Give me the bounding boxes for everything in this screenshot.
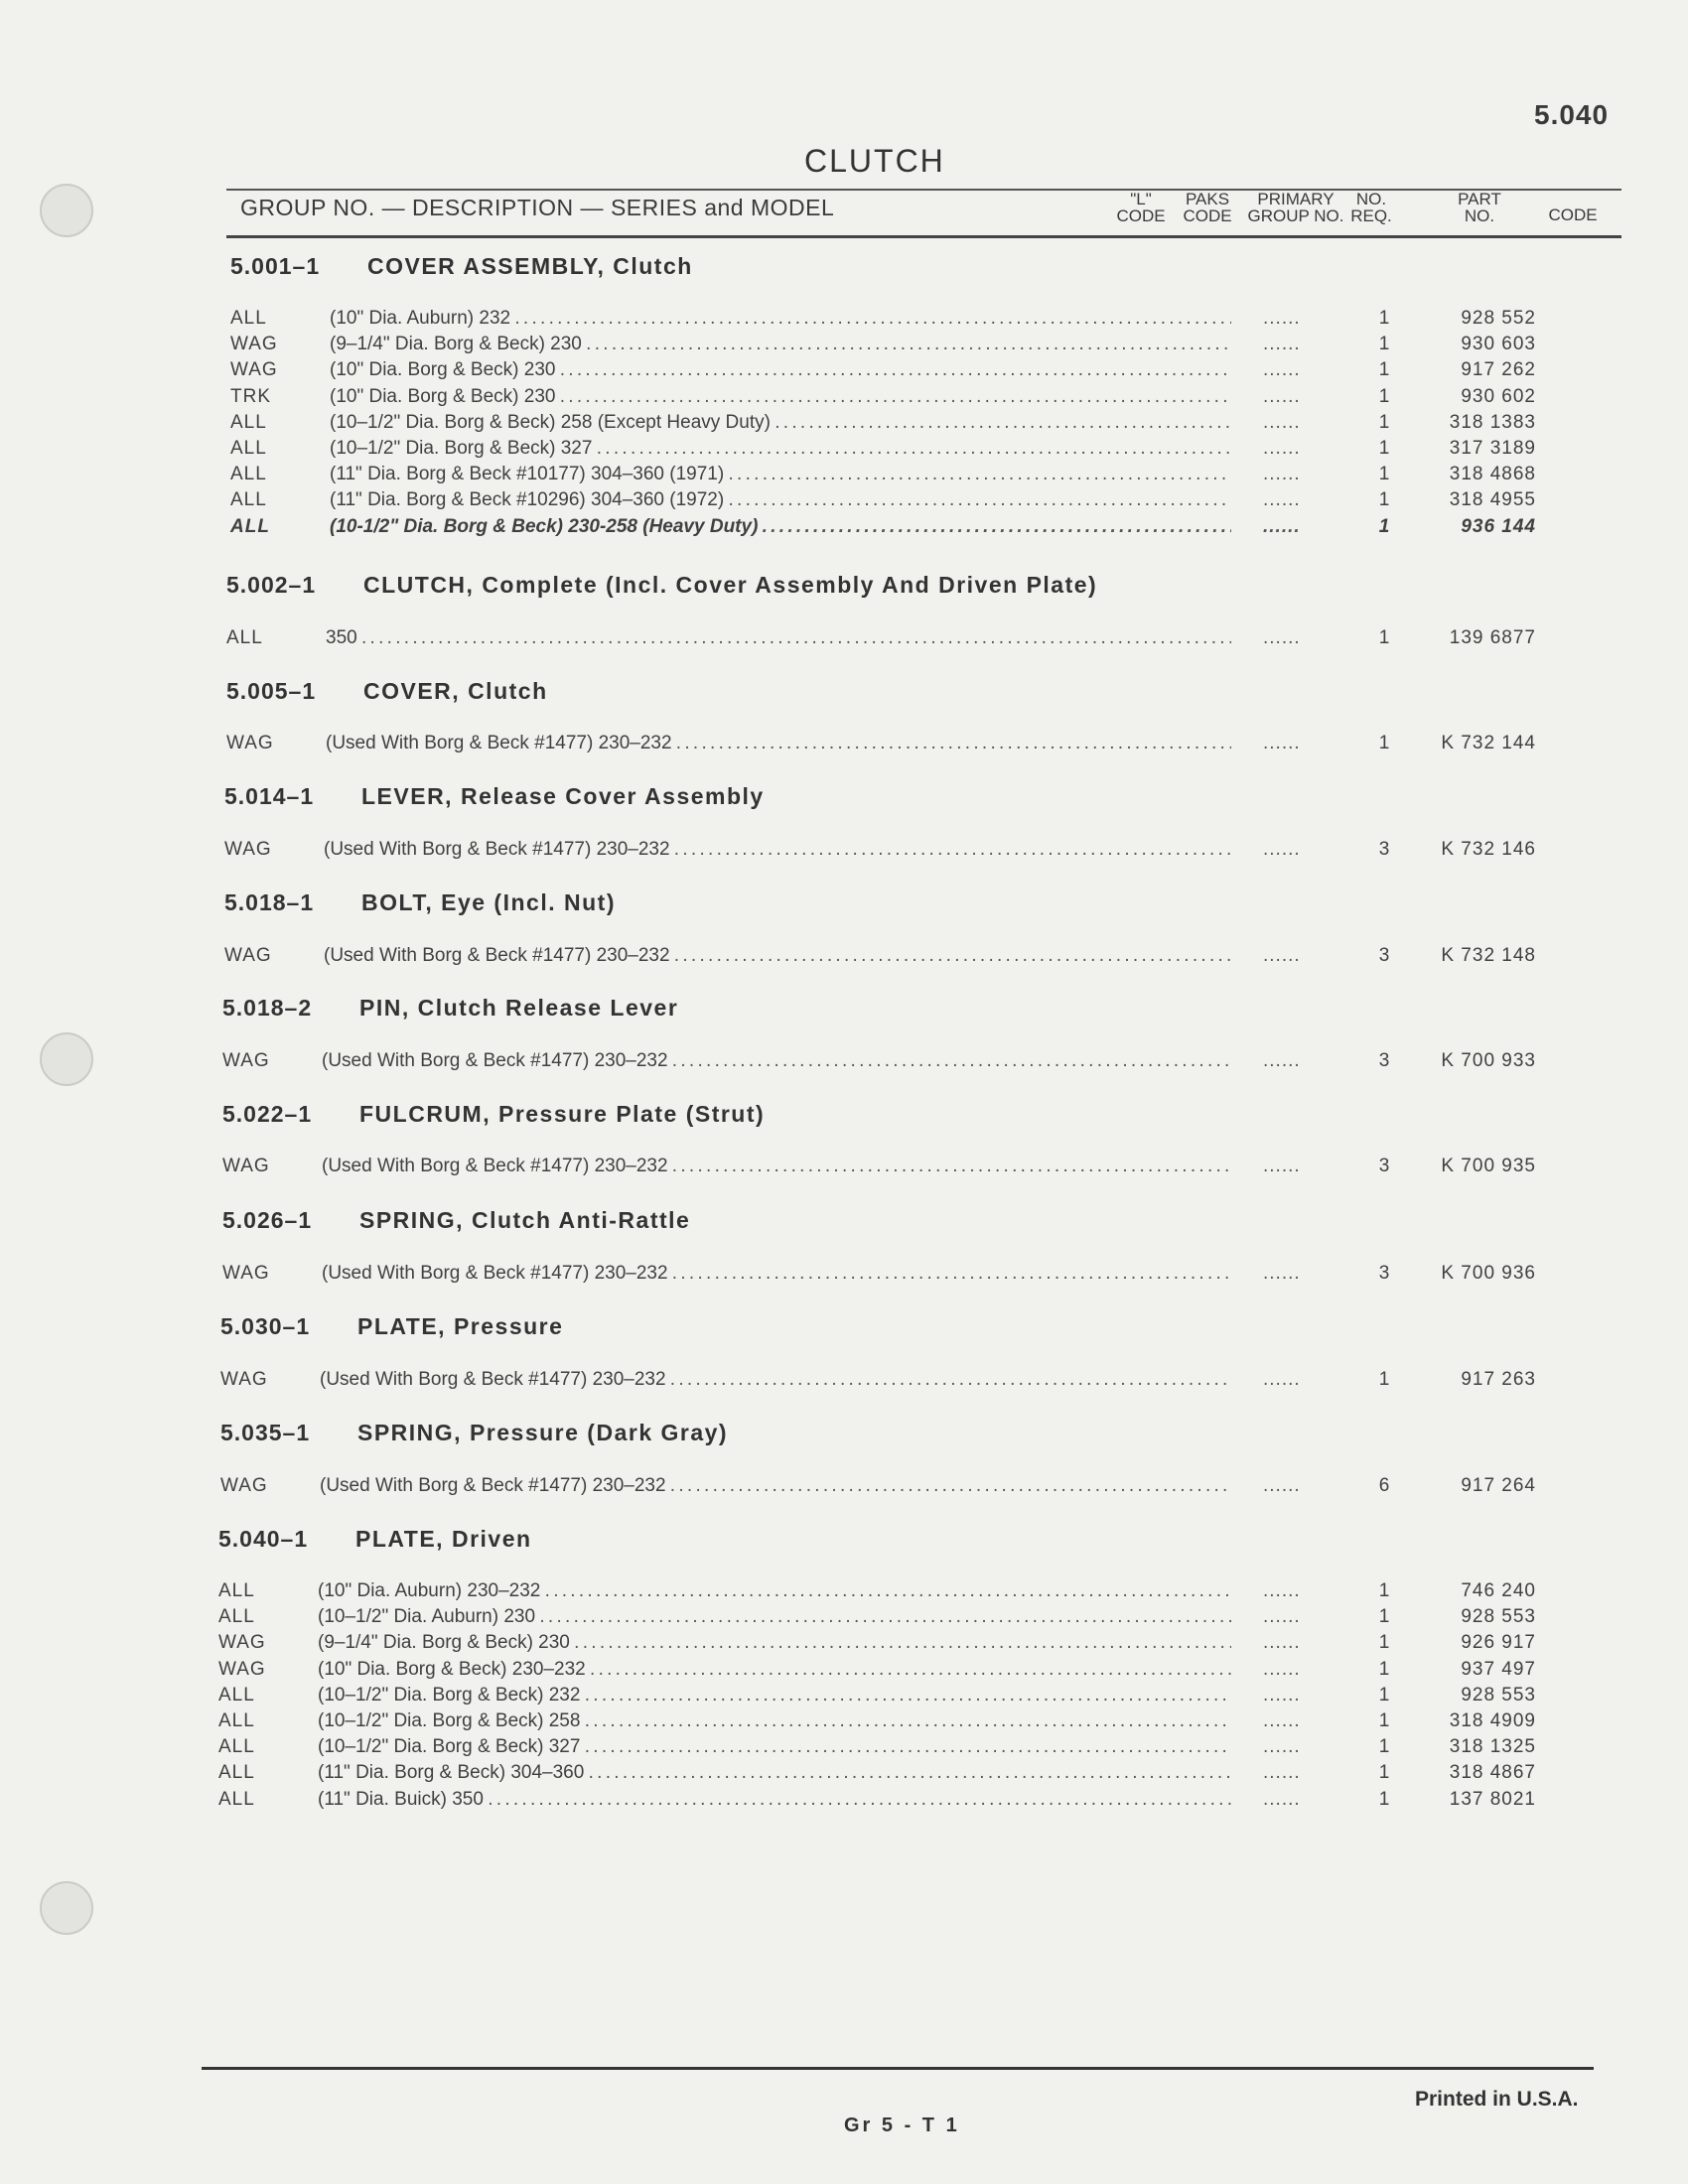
- row-description: (Used With Borg & Beck #1477) 230–232 . . .: [322, 1048, 1231, 1074]
- group-description: PIN, Clutch Release Lever: [359, 995, 679, 1021]
- row-paks-placeholder: ......: [1263, 839, 1301, 860]
- row-series: ALL: [230, 464, 267, 485]
- group-description: SPRING, Clutch Anti-Rattle: [359, 1207, 691, 1233]
- table-row: [230, 410, 1549, 436]
- row-quantity: 1: [1378, 438, 1390, 459]
- row-series: ALL: [218, 1762, 255, 1784]
- row-description: (10–1/2" Dia. Borg & Beck) 258 (Except Heavy Duty) . . .: [330, 410, 1231, 436]
- row-description: (10–1/2" Dia. Borg & Beck) 258 . . .: [318, 1708, 1231, 1734]
- row-part-number: 937 497: [1461, 1658, 1536, 1680]
- row-quantity: 1: [1378, 1580, 1390, 1601]
- row-series: ALL: [230, 489, 267, 511]
- row-series: ALL: [218, 1736, 255, 1758]
- page-title: CLUTCH: [804, 143, 945, 179]
- row-quantity: 1: [1378, 515, 1390, 537]
- row-quantity: 1: [1378, 411, 1390, 433]
- row-quantity: 1: [1378, 1658, 1390, 1680]
- column-header-primary-group: [1243, 191, 1348, 224]
- row-paks-placeholder: ......: [1263, 1788, 1301, 1810]
- table-row: [230, 306, 1549, 332]
- row-description: (10–1/2" Dia. Auburn) 230 . . .: [318, 1604, 1231, 1630]
- row-series: ALL: [230, 411, 267, 433]
- group-description: COVER ASSEMBLY, Clutch: [367, 253, 693, 279]
- row-part-number: K 732 144: [1441, 733, 1536, 753]
- row-paks-placeholder: ......: [1263, 1156, 1301, 1176]
- group-heading: [222, 1101, 765, 1128]
- column-header-part-line2: NO.: [1464, 206, 1495, 225]
- row-part-number: 917 264: [1461, 1475, 1536, 1496]
- binder-hole-bottom: [40, 1881, 93, 1935]
- binder-hole-middle: [40, 1032, 93, 1086]
- row-part-number: 930 602: [1461, 385, 1536, 407]
- row-part-number: 318 4868: [1449, 464, 1536, 485]
- row-description: (10-1/2" Dia. Borg & Beck) 230-258 (Heavy Duty) . . .: [330, 514, 1231, 540]
- row-series: ALL: [226, 627, 263, 648]
- column-header-primary-line1: PRIMARY: [1257, 190, 1335, 208]
- row-series: ALL: [230, 308, 267, 329]
- row-part-number: 139 6877: [1449, 627, 1536, 648]
- row-paks-placeholder: ......: [1263, 1580, 1301, 1601]
- table-row: [218, 1657, 1549, 1683]
- row-paks-placeholder: ......: [1263, 1658, 1301, 1680]
- group-number: 5.026–1: [222, 1207, 313, 1233]
- group-number: 5.018–1: [224, 889, 315, 915]
- row-part-number: 318 4955: [1449, 489, 1536, 511]
- printed-in-usa: Printed in U.S.A.: [1415, 2088, 1579, 2111]
- row-series: ALL: [218, 1684, 255, 1706]
- group-heading: [218, 1526, 532, 1553]
- row-part-number: 928 553: [1461, 1684, 1536, 1706]
- row-description: (10" Dia. Borg & Beck) 230 . . .: [330, 357, 1231, 383]
- table-row: [230, 436, 1549, 462]
- row-quantity: 1: [1378, 1606, 1390, 1628]
- row-quantity: 1: [1378, 359, 1390, 381]
- group-number: 5.005–1: [226, 678, 317, 704]
- table-row: [222, 1154, 1549, 1179]
- table-row: [230, 514, 1549, 540]
- row-paks-placeholder: ......: [1263, 1684, 1301, 1706]
- row-series: WAG: [230, 359, 278, 381]
- table-row: [218, 1578, 1549, 1604]
- row-paks-placeholder: ......: [1263, 1736, 1301, 1758]
- row-description: (11" Dia. Borg & Beck) 304–360 . . .: [318, 1760, 1231, 1786]
- row-part-number: 318 4909: [1449, 1710, 1536, 1731]
- row-description: (11" Dia. Borg & Beck #10296) 304–360 (1972) . . .: [330, 487, 1231, 513]
- row-quantity: 1: [1378, 1710, 1390, 1731]
- row-part-number: K 700 935: [1441, 1156, 1536, 1176]
- row-series: WAG: [222, 1050, 270, 1071]
- row-paks-placeholder: ......: [1263, 1710, 1301, 1731]
- table-row: [218, 1604, 1549, 1630]
- row-series: TRK: [230, 385, 271, 407]
- row-series: WAG: [220, 1475, 268, 1496]
- row-description: (Used With Borg & Beck #1477) 230–232 . . .: [324, 943, 1231, 969]
- column-header-part-line1: PART: [1458, 190, 1501, 208]
- row-series: ALL: [230, 515, 270, 537]
- column-header-noreq-line1: NO.: [1355, 190, 1387, 208]
- row-series: WAG: [224, 945, 272, 966]
- row-part-number: 746 240: [1461, 1580, 1536, 1601]
- page-number: 5.040: [1534, 99, 1610, 130]
- footer-section-code: Gr 5 - T 1: [844, 2115, 960, 2136]
- row-description: 350 . . .: [326, 625, 1231, 651]
- row-quantity: 1: [1378, 1632, 1390, 1654]
- row-quantity: 3: [1378, 1050, 1390, 1071]
- table-row: [220, 1367, 1549, 1393]
- group-description: FULCRUM, Pressure Plate (Strut): [359, 1101, 766, 1127]
- row-paks-placeholder: ......: [1263, 1475, 1301, 1496]
- row-series: ALL: [218, 1788, 255, 1810]
- row-description: (10–1/2" Dia. Borg & Beck) 232 . . .: [318, 1683, 1231, 1708]
- header-rule-bottom: [226, 235, 1621, 238]
- row-paks-placeholder: ......: [1263, 733, 1301, 753]
- row-quantity: 1: [1378, 1369, 1390, 1390]
- row-paks-placeholder: ......: [1263, 489, 1301, 511]
- row-description: (9–1/4" Dia. Borg & Beck) 230 . . .: [330, 332, 1231, 357]
- table-row: [230, 462, 1549, 487]
- row-series: ALL: [218, 1710, 255, 1731]
- row-paks-placeholder: ......: [1263, 464, 1301, 485]
- row-quantity: 6: [1378, 1475, 1390, 1496]
- group-heading: [226, 572, 1097, 599]
- table-row: [218, 1708, 1549, 1734]
- row-quantity: 1: [1378, 733, 1390, 753]
- row-quantity: 1: [1378, 1684, 1390, 1706]
- group-heading: [226, 678, 548, 705]
- column-header-no-req: [1335, 191, 1408, 224]
- row-paks-placeholder: ......: [1263, 359, 1301, 381]
- group-number: 5.014–1: [224, 783, 315, 809]
- footer-rule: [202, 2067, 1594, 2070]
- row-description: (10–1/2" Dia. Borg & Beck) 327 . . .: [330, 436, 1231, 462]
- row-description: (10" Dia. Auburn) 232 . . .: [330, 306, 1231, 332]
- table-row: [226, 625, 1549, 651]
- group-number: 5.030–1: [220, 1313, 311, 1339]
- group-heading: [220, 1420, 728, 1446]
- row-description: (10" Dia. Auburn) 230–232 . . .: [318, 1578, 1231, 1604]
- column-header-l-code-line2: CODE: [1116, 206, 1166, 225]
- group-description: PLATE, Driven: [355, 1526, 532, 1552]
- row-paks-placeholder: ......: [1263, 1606, 1301, 1628]
- group-description: BOLT, Eye (Incl. Nut): [361, 889, 616, 915]
- table-row: [230, 487, 1549, 513]
- row-paks-placeholder: ......: [1263, 438, 1301, 459]
- column-header-l-code: [1108, 191, 1174, 224]
- row-paks-placeholder: ......: [1263, 308, 1301, 329]
- row-series: WAG: [224, 839, 272, 860]
- row-part-number: 137 8021: [1449, 1788, 1536, 1810]
- row-part-number: 317 3189: [1449, 438, 1536, 459]
- group-number: 5.018–2: [222, 995, 313, 1021]
- table-row: [224, 837, 1549, 863]
- row-description: (Used With Borg & Beck #1477) 230–232 . . .: [324, 837, 1231, 863]
- column-header-paks-code: [1178, 191, 1237, 224]
- row-series: WAG: [220, 1369, 268, 1390]
- header-rule-top: [226, 189, 1621, 191]
- group-number: 5.035–1: [220, 1420, 311, 1445]
- row-quantity: 3: [1378, 1263, 1390, 1284]
- row-series: ALL: [230, 438, 267, 459]
- row-description: (Used With Borg & Beck #1477) 230–232 . . .: [320, 1473, 1231, 1499]
- row-part-number: 917 262: [1461, 359, 1536, 381]
- row-paks-placeholder: ......: [1263, 515, 1301, 537]
- group-heading: [222, 995, 678, 1022]
- row-series: ALL: [218, 1606, 255, 1628]
- group-heading: [220, 1313, 563, 1340]
- row-description: (9–1/4" Dia. Borg & Beck) 230 . . .: [318, 1630, 1231, 1656]
- table-row: [220, 1473, 1549, 1499]
- row-series: WAG: [230, 334, 278, 355]
- row-part-number: K 700 936: [1441, 1263, 1536, 1284]
- row-quantity: 1: [1378, 1762, 1390, 1784]
- row-quantity: 3: [1378, 1156, 1390, 1176]
- table-row: [230, 384, 1549, 410]
- row-quantity: 1: [1378, 489, 1390, 511]
- binder-hole-top: [40, 184, 93, 237]
- row-quantity: 3: [1378, 945, 1390, 966]
- table-row: [222, 1048, 1549, 1074]
- row-quantity: 1: [1378, 464, 1390, 485]
- group-heading: [224, 889, 616, 916]
- table-row: [218, 1683, 1549, 1708]
- row-part-number: 318 1383: [1449, 411, 1536, 433]
- column-header-primary-line2: GROUP NO.: [1247, 206, 1344, 225]
- column-header-paks-line1: PAKS: [1185, 190, 1230, 208]
- table-row: [226, 731, 1549, 756]
- row-paks-placeholder: ......: [1263, 1263, 1301, 1284]
- row-description: (10" Dia. Borg & Beck) 230–232 . . .: [318, 1657, 1231, 1683]
- row-part-number: K 732 146: [1441, 839, 1536, 860]
- row-quantity: 1: [1378, 385, 1390, 407]
- row-part-number: 928 552: [1461, 308, 1536, 329]
- row-quantity: 1: [1378, 1788, 1390, 1810]
- group-number: 5.001–1: [230, 253, 321, 279]
- group-description: COVER, Clutch: [363, 678, 548, 704]
- column-header-l-code-line1: "L": [1130, 190, 1152, 208]
- table-row: [218, 1734, 1549, 1760]
- row-series: ALL: [218, 1580, 255, 1601]
- row-description: (Used With Borg & Beck #1477) 230–232 . . .: [326, 731, 1231, 756]
- column-header-paks-line2: CODE: [1183, 206, 1232, 225]
- row-quantity: 1: [1378, 627, 1390, 648]
- row-quantity: 1: [1378, 308, 1390, 329]
- row-series: WAG: [222, 1263, 270, 1284]
- group-description: LEVER, Release Cover Assembly: [361, 783, 765, 809]
- row-part-number: 926 917: [1461, 1632, 1536, 1654]
- table-row: [218, 1630, 1549, 1656]
- row-paks-placeholder: ......: [1263, 1762, 1301, 1784]
- row-part-number: K 732 148: [1441, 945, 1536, 966]
- row-description: (Used With Borg & Beck #1477) 230–232 . . .: [322, 1261, 1231, 1287]
- group-number: 5.040–1: [218, 1526, 309, 1552]
- row-part-number: 928 553: [1461, 1606, 1536, 1628]
- row-paks-placeholder: ......: [1263, 945, 1301, 966]
- group-number: 5.022–1: [222, 1101, 313, 1127]
- column-header-code: CODE: [1548, 205, 1598, 224]
- row-series: WAG: [218, 1658, 266, 1680]
- row-description: (10–1/2" Dia. Borg & Beck) 327 . . .: [318, 1734, 1231, 1760]
- row-description: (Used With Borg & Beck #1477) 230–232 . . .: [320, 1367, 1231, 1393]
- row-part-number: 318 4867: [1449, 1762, 1536, 1784]
- table-row: [222, 1261, 1549, 1287]
- row-paks-placeholder: ......: [1263, 1369, 1301, 1390]
- row-paks-placeholder: ......: [1263, 627, 1301, 648]
- column-header-description: GROUP NO. — DESCRIPTION — SERIES and MODEL: [240, 195, 835, 220]
- column-header-part-no: [1440, 191, 1519, 224]
- group-description: PLATE, Pressure: [357, 1313, 564, 1339]
- row-part-number: 930 603: [1461, 334, 1536, 355]
- row-quantity: 1: [1378, 1736, 1390, 1758]
- row-paks-placeholder: ......: [1263, 334, 1301, 355]
- group-description: CLUTCH, Complete (Incl. Cover Assembly And Driven Plate): [363, 572, 1098, 598]
- row-part-number: K 700 933: [1441, 1050, 1536, 1071]
- row-description: (11" Dia. Borg & Beck #10177) 304–360 (1971) . . .: [330, 462, 1231, 487]
- group-heading: [230, 253, 693, 280]
- row-part-number: 318 1325: [1449, 1736, 1536, 1758]
- row-description: (10" Dia. Borg & Beck) 230 . . .: [330, 384, 1231, 410]
- row-part-number: 936 144: [1461, 515, 1536, 537]
- row-series: WAG: [222, 1156, 270, 1176]
- table-row: [218, 1787, 1549, 1813]
- table-row: [224, 943, 1549, 969]
- row-quantity: 3: [1378, 839, 1390, 860]
- column-header-noreq-line2: REQ.: [1350, 206, 1392, 225]
- group-heading: [222, 1207, 690, 1234]
- table-row: [218, 1760, 1549, 1786]
- row-description: (Used With Borg & Beck #1477) 230–232 . . .: [322, 1154, 1231, 1179]
- row-series: WAG: [226, 733, 274, 753]
- row-paks-placeholder: ......: [1263, 385, 1301, 407]
- row-series: WAG: [218, 1632, 266, 1654]
- group-heading: [224, 783, 765, 810]
- table-row: [230, 332, 1549, 357]
- row-paks-placeholder: ......: [1263, 411, 1301, 433]
- row-part-number: 917 263: [1461, 1369, 1536, 1390]
- row-description: (11" Dia. Buick) 350 . . .: [318, 1787, 1231, 1813]
- row-paks-placeholder: ......: [1263, 1050, 1301, 1071]
- table-row: [230, 357, 1549, 383]
- row-paks-placeholder: ......: [1263, 1632, 1301, 1654]
- row-quantity: 1: [1378, 334, 1390, 355]
- group-description: SPRING, Pressure (Dark Gray): [357, 1420, 729, 1445]
- group-number: 5.002–1: [226, 572, 317, 598]
